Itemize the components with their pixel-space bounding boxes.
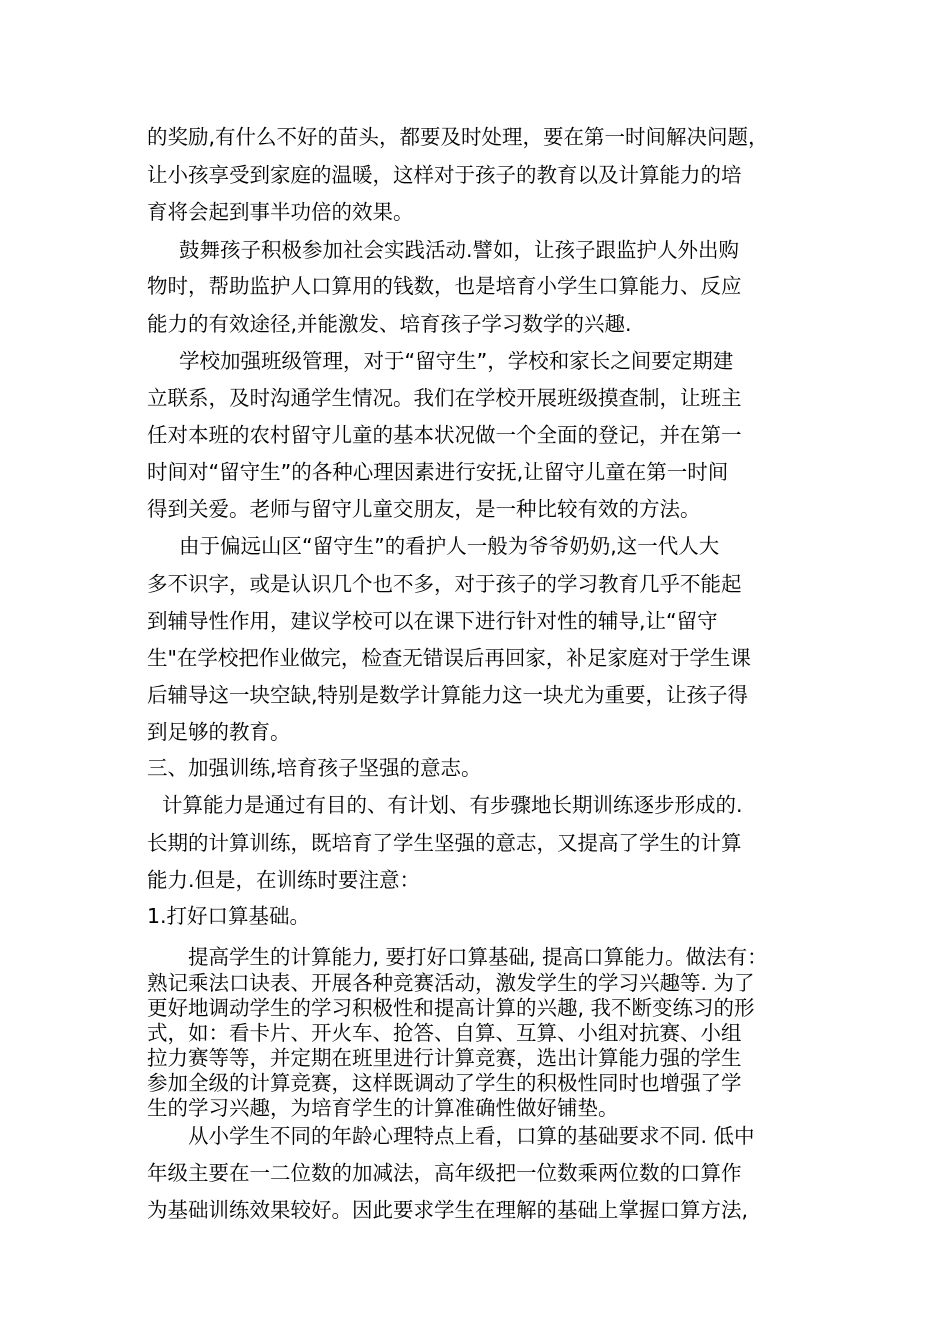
text-line: 长期的计算训练，既培育了学生坚强的意志，又提高了学生的计算 (147, 831, 742, 855)
text-line: 物时，帮助监护人口算用的钱数，也是培育小学生口算能力、反应 (147, 274, 742, 298)
text-line: 年级主要在一二位数的加减法，高年级把一位数乘两位数的口算作 (147, 1161, 742, 1185)
text-line: 后辅导这一块空缺,特别是数学计算能力这一块尤为重要，让孩子得 (147, 683, 749, 707)
text-line: 多不识字，或是认识几个也不多，对于孩子的学习教育几乎不能起 (147, 572, 742, 596)
text-line: 的奖励,有什么不好的苗头，都要及时处理，要在第一时间解决问题， (147, 125, 769, 149)
text-line: 立联系，及时沟通学生情况。我们在学校开展班级摸查制，让班主 (147, 386, 742, 410)
text-line: 生"在学校把作业做完，检查无错误后再回家，补足家庭对于学生课 (147, 646, 751, 670)
text-line: 让小孩享受到家庭的温暖，这样对于孩子的教育以及计算能力的培 (147, 163, 742, 187)
text-line: 生的学习兴趣，为培育学生的计算准确性做好铺垫。 (147, 1096, 619, 1120)
text-line: 到足够的教育。 (147, 720, 291, 744)
text-line: 任对本班的农村留守儿童的基本状况做一个全面的登记，并在第一 (147, 423, 742, 447)
text-line: 能力.但是，在训练时要注意： (147, 868, 421, 892)
text-line: 学校加强班级管理，对于“留守生”，学校和家长之间要定期建 (179, 349, 734, 373)
text-line: 参加全级的计算竞赛，这样既调动了学生的积极性同时也增强了学 (147, 1071, 742, 1095)
text-line: 鼓舞孩子积极参加社会实践活动.譬如，让孩子跟监护人外出购 (179, 238, 740, 262)
text-line: 提高学生的计算能力, 要打好口算基础, 提高口算能力。做法有： (188, 945, 768, 969)
text-line: 拉力赛等等，并定期在班里进行计算竞赛，选出计算能力强的学生 (147, 1046, 742, 1070)
text-line: 到辅导性作用，建议学校可以在课下进行针对性的辅导,让“留守 (147, 609, 718, 633)
text-line: 得到关爱。老师与留守儿童交朋友，是一种比较有效的方法。 (147, 497, 701, 521)
text-line: 由于偏远山区“留守生”的看护人一般为爷爷奶奶,这一代人大 (179, 534, 720, 558)
section-heading: 三、加强训练,培育孩子坚强的意志。 (147, 756, 482, 780)
text-line: 熟记乘法口诀表、开展各种竞赛活动，激发学生的学习兴趣等. 为了 (147, 971, 755, 995)
text-line: 时间对“留守生”的各种心理因素进行安抚,让留守儿童在第一时间 (147, 460, 729, 484)
text-line: 更好地调动学生的学习积极性和提高计算的兴趣, 我不断变练习的形 (147, 996, 755, 1020)
text-line: 育将会起到事半功倍的效果。 (147, 200, 414, 224)
text-line: 从小学生不同的年龄心理特点上看，口算的基础要求不同. 低中 (188, 1124, 755, 1148)
text-line: 为基础训练效果较好。因此要求学生在理解的基础上掌握口算方法, (147, 1198, 749, 1222)
text-line: 计算能力是通过有目的、有计划、有步骤地长期训练逐步形成的. (162, 793, 743, 817)
subsection-heading: 1.打好口算基础。 (147, 904, 311, 928)
text-line: 能力的有效途径,并能激发、培育孩子学习数学的兴趣. (147, 312, 632, 336)
text-line: 式，如：看卡片、开火车、抢答、自算、互算、小组对抗赛、小组 (147, 1021, 742, 1045)
